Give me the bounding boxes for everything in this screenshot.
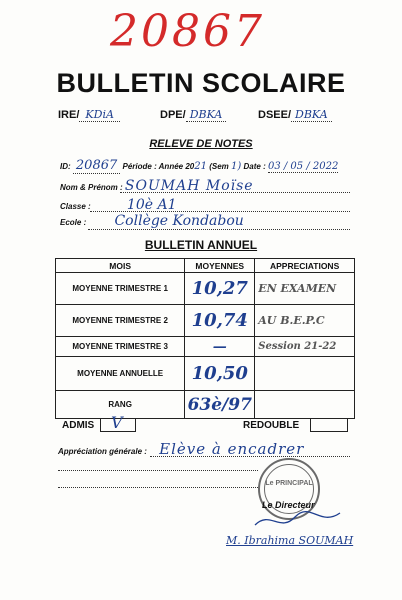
periode-label: Période : Année 20: [122, 162, 195, 171]
nom-label: Nom & Prénom :: [60, 183, 123, 192]
nom-underline: [120, 192, 350, 193]
periode-value: 21: [194, 161, 207, 172]
row-appreciation: EN EXAMEN: [255, 273, 355, 305]
admis-mark: V: [111, 413, 123, 432]
row-label: RANG: [56, 391, 185, 419]
admis-checkbox[interactable]: [100, 413, 136, 432]
signature-name: M. Ibrahima SOUMAH: [226, 534, 354, 547]
row-moyenne: 10,50: [185, 357, 255, 391]
header-moyennes: MOYENNES: [185, 259, 255, 273]
appreciation-underline-3: [58, 487, 258, 488]
dpe-line: [160, 108, 226, 121]
date-label: Date :: [243, 162, 266, 171]
header-mois: MOIS: [56, 259, 185, 273]
table-row: [56, 391, 355, 419]
header-appreciations: APPRECIATIONS: [255, 259, 355, 273]
id-label: ID:: [60, 162, 71, 171]
appreciation-value: Elève à encadrer: [159, 440, 305, 458]
row-moyenne: 10,27: [185, 273, 255, 305]
ecole-line: [60, 213, 244, 229]
table-row: [56, 337, 355, 357]
row-appreciation: [255, 391, 355, 419]
ire-value: KDiA: [79, 108, 120, 122]
id-periode-line: [60, 158, 338, 173]
releve-title: RELEVE DE NOTES: [149, 138, 253, 150]
signature-scribble: [250, 505, 350, 535]
row-moyenne: 10,74: [185, 305, 255, 337]
ecole-underline: [88, 229, 350, 230]
page-title: BULLETIN SCOLAIRE: [56, 68, 346, 98]
sem-value: 1): [231, 161, 242, 172]
document-number: 20867: [110, 6, 265, 57]
sem-label: (Sem: [209, 162, 229, 171]
appreciation-underline-1: [150, 456, 350, 457]
appreciation-label: Appréciation générale :: [58, 447, 147, 456]
redouble-checkbox[interactable]: [310, 418, 348, 432]
table-row: [56, 357, 355, 391]
ecole-label: Ecole :: [60, 218, 87, 227]
stamp-text: Le PRINCIPAL: [265, 480, 313, 487]
row-appreciation: [255, 357, 355, 391]
row-label: MOYENNE ANNUELLE: [56, 357, 185, 391]
signature-title: Le Directeur: [262, 500, 315, 510]
table-row: [56, 273, 355, 305]
classe-label: Classe :: [60, 202, 91, 211]
ecole-value: Collège Kondabou: [114, 213, 244, 229]
ire-line: [58, 108, 120, 121]
dsee-label: DSEE/: [258, 109, 292, 121]
dpe-value: DBKA: [186, 108, 227, 122]
date-value: 03 / 05 / 2022: [267, 161, 339, 172]
ire-label: IRE/: [58, 109, 80, 121]
dsee-line: [258, 108, 332, 121]
row-label: MOYENNE TRIMESTRE 3: [56, 337, 185, 357]
nom-value: SOUMAH Moïse: [124, 178, 254, 194]
row-label: MOYENNE TRIMESTRE 1: [56, 273, 185, 305]
id-value: 20867: [73, 158, 120, 174]
row-appreciation: AU B.E.P.C: [255, 305, 355, 337]
row-appreciation: Session 21-22: [255, 337, 355, 357]
grades-table: [55, 258, 355, 419]
table-row: [56, 305, 355, 337]
classe-underline: [90, 211, 350, 212]
annuel-title: BULLETIN ANNUEL: [144, 238, 258, 252]
dpe-label: DPE/: [160, 109, 186, 121]
admis-label: ADMIS: [62, 420, 95, 431]
row-moyenne: 63è/97: [185, 391, 255, 419]
table-header-row: [56, 259, 355, 273]
row-label: MOYENNE TRIMESTRE 2: [56, 305, 185, 337]
dsee-value: DBKA: [291, 108, 332, 122]
row-moyenne: —: [185, 337, 255, 357]
appreciation-underline-2: [58, 470, 258, 471]
classe-value: 10è A1: [126, 197, 177, 213]
redouble-label: REDOUBLE: [243, 420, 300, 431]
